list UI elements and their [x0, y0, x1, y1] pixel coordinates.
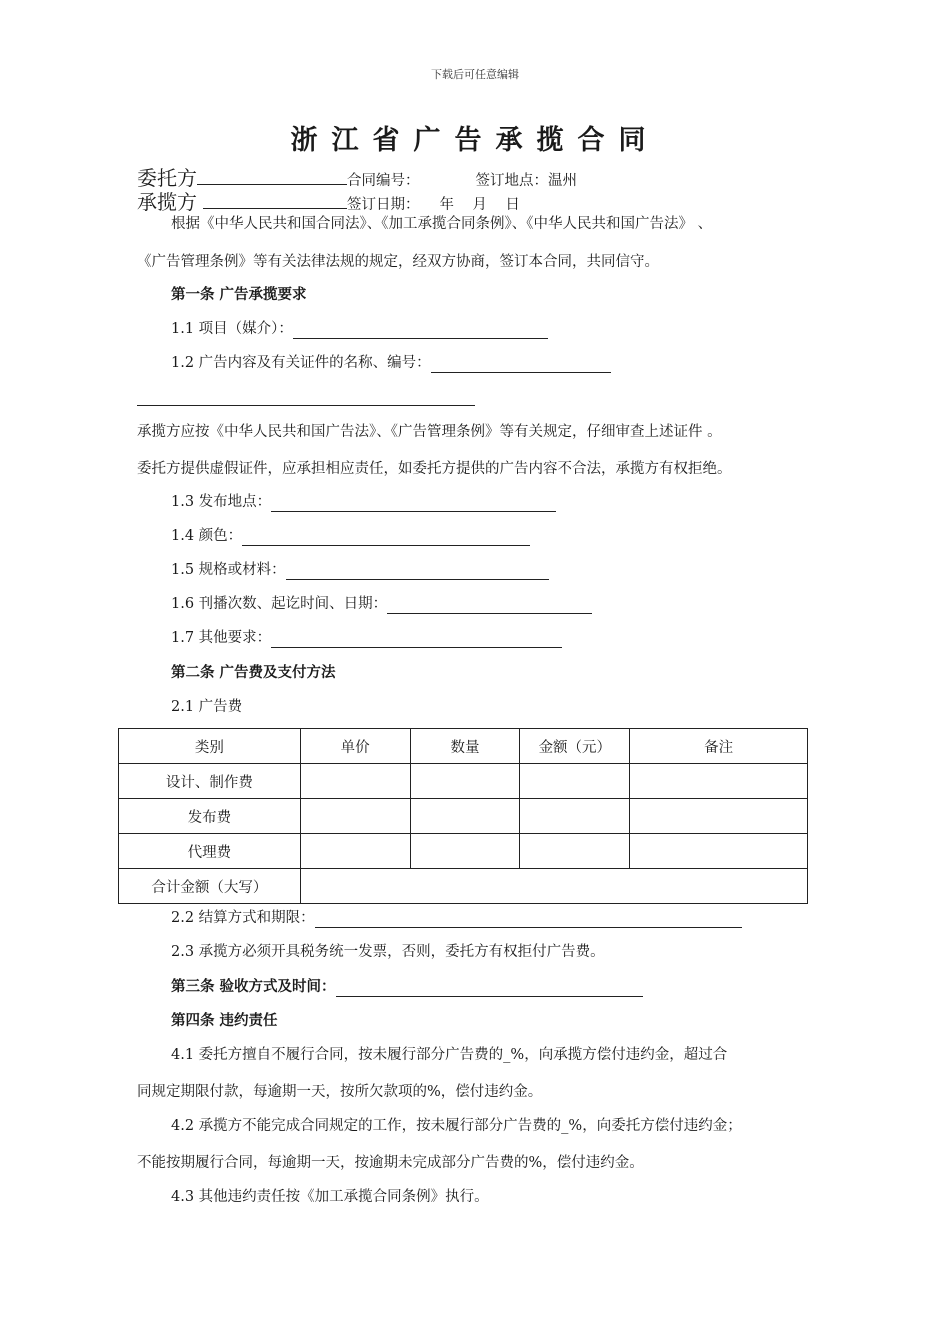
item-2-2-blank[interactable]	[315, 912, 742, 928]
table-cell[interactable]	[300, 764, 410, 799]
item-1-3	[171, 492, 556, 512]
review-line-2: 委托方提供虚假证件，应承担相应责任，如委托方提供的广告内容不合法，承揽方有权拒绝。	[137, 461, 732, 477]
item-1-2-blank[interactable]	[431, 357, 611, 373]
article-4-heading: 第四条 违约责任	[171, 1012, 278, 1029]
table-row	[119, 764, 808, 799]
contractor-label: 承揽方	[137, 190, 197, 214]
item-4-1-line-2: 同规定期限付款，每逾期一天，按所欠款项的%，偿付违约金。	[137, 1084, 543, 1100]
item-4-3: 4.3 其他违约责任按《加工承揽合同条例》执行。	[171, 1189, 489, 1205]
item-1-2	[171, 353, 611, 373]
item-1-5	[171, 560, 549, 580]
table-header-unit-price: 单价	[300, 729, 410, 764]
table-header-category: 类别	[119, 729, 301, 764]
item-1-7	[171, 628, 562, 648]
document-title: 浙江省广告承揽合同	[290, 125, 660, 156]
contractor-line	[137, 186, 520, 215]
row-label-agency: 代理费	[119, 834, 301, 869]
table-header-remarks: 备注	[630, 729, 808, 764]
item-1-7-label: 1.7 其他要求：	[171, 630, 272, 646]
table-cell[interactable]	[410, 834, 520, 869]
fee-table	[118, 728, 808, 904]
header-note: 下载后可任意编辑	[431, 68, 519, 81]
table-cell[interactable]	[520, 834, 630, 869]
table-cell[interactable]	[410, 764, 520, 799]
contractor-blank[interactable]	[203, 190, 347, 209]
item-1-6-blank[interactable]	[387, 598, 592, 614]
article-1-heading: 第一条 广告承揽要求	[171, 286, 307, 303]
item-1-4	[171, 526, 530, 546]
row-label-publish: 发布费	[119, 799, 301, 834]
item-1-1-blank[interactable]	[293, 323, 548, 339]
item-4-1-line-1: 4.1 委托方擅自不履行合同，按未履行部分广告费的_%，向承揽方偿付违约金，超过合	[171, 1047, 728, 1063]
table-cell[interactable]	[630, 834, 808, 869]
article-2-heading: 第二条 广告费及支付方法	[171, 664, 336, 681]
item-1-4-label: 1.4 颜色：	[171, 528, 243, 544]
table-cell[interactable]	[300, 834, 410, 869]
article-3-heading: 第三条 验收方式及时间：	[171, 978, 336, 995]
item-1-6	[171, 594, 592, 614]
article-3	[171, 977, 643, 997]
item-1-2-label: 1.2 广告内容及有关证件的名称、编号：	[171, 355, 431, 371]
table-cell[interactable]	[520, 764, 630, 799]
row-label-total: 合计金额（大写）	[119, 869, 301, 904]
item-1-6-label: 1.6 刊播次数、起讫时间、日期：	[171, 596, 388, 612]
article-3-blank[interactable]	[336, 981, 643, 997]
row-label-design: 设计、制作费	[119, 764, 301, 799]
item-2-2-label: 2.2 结算方式和期限：	[171, 910, 315, 926]
item-1-1	[171, 319, 548, 339]
sign-place-label: 签订地点：温州	[475, 173, 577, 189]
item-1-5-label: 1.5 规格或材料：	[171, 562, 286, 578]
item-1-7-blank[interactable]	[271, 632, 562, 648]
item-2-3: 2.3 承揽方必须开具税务统一发票，否则，委托方有权拒付广告费。	[171, 944, 605, 960]
table-total-row	[119, 869, 808, 904]
item-4-2-line-2: 不能按期履行合同，每逾期一天，按逾期未完成部分广告费的%，偿付违约金。	[137, 1155, 644, 1171]
table-row	[119, 799, 808, 834]
contract-no-label: 合同编号：	[347, 173, 420, 189]
table-cell[interactable]	[630, 764, 808, 799]
table-header-amount: 金额（元）	[520, 729, 630, 764]
table-cell[interactable]	[410, 799, 520, 834]
client-label: 委托方	[137, 166, 197, 190]
item-1-3-label: 1.3 发布地点：	[171, 494, 272, 510]
sign-date-fields: 年 月 日	[439, 197, 520, 213]
item-1-5-blank[interactable]	[286, 564, 549, 580]
fee-table-header-row	[119, 729, 808, 764]
client-blank[interactable]	[197, 166, 347, 185]
item-1-2-blank-2[interactable]	[137, 390, 475, 406]
review-line-1: 承揽方应按《中华人民共和国广告法》、《广告管理条例》等有关规定，仔细审查上述证件 。	[137, 424, 722, 440]
table-row	[119, 834, 808, 869]
table-cell[interactable]	[520, 799, 630, 834]
item-1-1-label: 1.1 项目（媒介）：	[171, 321, 293, 337]
sign-date-label: 签订日期：	[347, 197, 420, 213]
item-4-2-line-1: 4.2 承揽方不能完成合同规定的工作，按未履行部分广告费的_%，向委托方偿付违约金；	[171, 1118, 742, 1134]
table-cell[interactable]	[630, 799, 808, 834]
total-amount-cell[interactable]	[300, 869, 807, 904]
item-1-2-continuation	[137, 386, 475, 406]
item-2-1: 2.1 广告费	[171, 699, 243, 715]
table-header-quantity: 数量	[410, 729, 520, 764]
item-1-3-blank[interactable]	[271, 496, 556, 512]
preamble-line-2: 《广告管理条例》等有关法律法规的规定，经双方协商，签订本合同，共同信守。	[137, 254, 659, 270]
preamble-line-1: 根据《中华人民共和国合同法》、《加工承揽合同条例》、《中华人民共和国广告法》 、	[171, 216, 713, 232]
item-1-4-blank[interactable]	[242, 530, 530, 546]
item-2-2	[171, 908, 742, 928]
table-cell[interactable]	[300, 799, 410, 834]
